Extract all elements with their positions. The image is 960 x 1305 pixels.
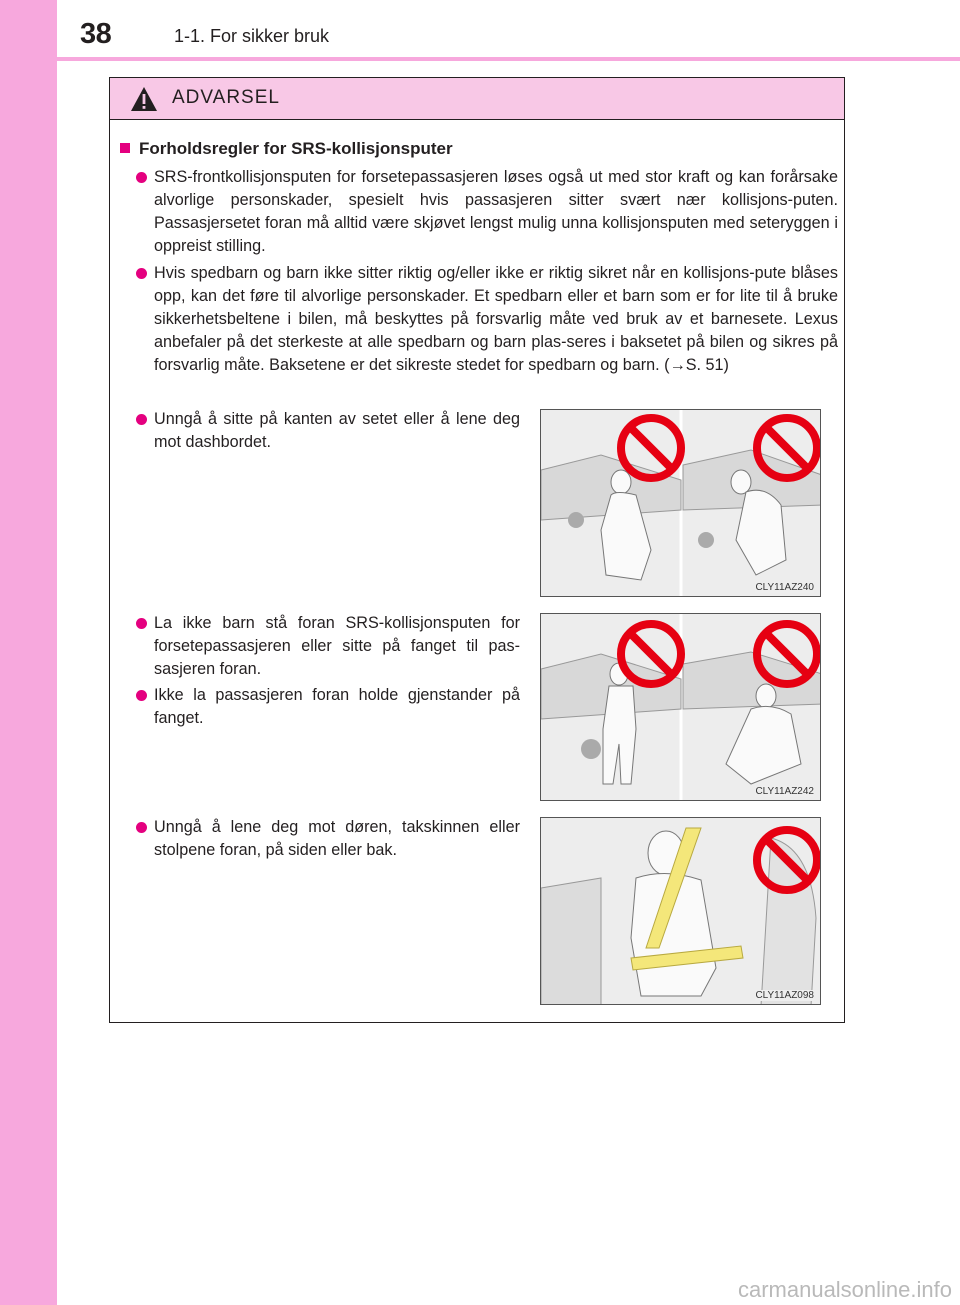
section-title: 1-1. For sikker bruk (174, 26, 330, 46)
bullet-dot-icon (136, 690, 147, 701)
page-number: 38 (80, 18, 112, 50)
bullet-dot-icon (136, 618, 147, 629)
bullet-text: Hvis spedbarn og barn ikke sitter riktig og/eller ikke er riktig sikret når en kollisjons-pute blåses opp, kan det føre til alvorlige personskader. Et spedbarn eller et barn som er for lite til å bruke sikkerhetsbeltene i bilen, må beskyttes på forsvarlig måte ved bruk av et barnesete. Lexus anbefaler på det sterkeste at alle spedbarn og barn plas-seres i baksetet på bilen og sikres på forsvarlig måte. Baksetene er det sikreste stedet for spedbarn og barn. (→S. 51) (154, 264, 838, 374)
page-sidebar-band (0, 0, 57, 1305)
warning-title: ADVARSEL (172, 87, 280, 108)
bullet-text: Ikke la passasjeren foran holde gjenstander på fanget. (154, 686, 520, 727)
warning-header (110, 78, 844, 120)
illustration-drawing (541, 818, 821, 1005)
illustration-sitting-on-seat-edge (540, 409, 821, 597)
figure-code: CLY11AZ240 (755, 582, 814, 593)
warning-box (109, 77, 845, 1023)
warning-triangle-icon (130, 86, 158, 112)
illustration-child-in-front-of-airbag (540, 613, 821, 801)
subheading (120, 139, 453, 159)
subheading-text: Forholdsregler for SRS-kollisjonsputer (139, 139, 453, 158)
bullet-text: Unngå å sitte på kanten av setet eller å lene deg mot dashbordet. (154, 410, 520, 451)
bullet-dot-icon (136, 172, 147, 183)
illustration-leaning-on-door (540, 817, 821, 1005)
figure-code: CLY11AZ098 (755, 990, 814, 1001)
bullet-dot-icon (136, 822, 147, 833)
watermark: carmanualsonline.info (737, 1277, 952, 1302)
figure-code: CLY11AZ242 (755, 786, 814, 797)
bullet-dot-icon (136, 268, 147, 279)
bullet-item (154, 408, 520, 454)
square-bullet-icon (120, 143, 130, 153)
bullet-text: SRS-frontkollisjonsputen for forsetepassasjeren løses også ut med stor kraft og kan forårsake alvorlige personskader, spesielt hvis passasjeren sitter svært nær kollisjons-puten. Passasjersetet foran må alltid være skjøvet lengst mulig unna kollisjonsputen med seteryggen i oppreist stilling. (154, 168, 838, 255)
header-rule (57, 57, 960, 61)
bullet-text: La ikke barn stå foran SRS-kollisjonsputen for forsetepassasjeren eller sitte på fanget til pas-sasjeren foran. (154, 614, 520, 678)
illustration-drawing (541, 614, 821, 801)
bullet-text: Unngå å lene deg mot døren, takskinnen eller stolpene foran, på siden eller bak. (154, 818, 520, 859)
bullet-item (154, 612, 520, 681)
bullet-item (154, 166, 838, 258)
illustration-drawing (541, 410, 821, 597)
bullet-dot-icon (136, 414, 147, 425)
bullet-item (154, 816, 520, 862)
bullet-item (154, 262, 838, 377)
bullet-item (154, 684, 520, 730)
